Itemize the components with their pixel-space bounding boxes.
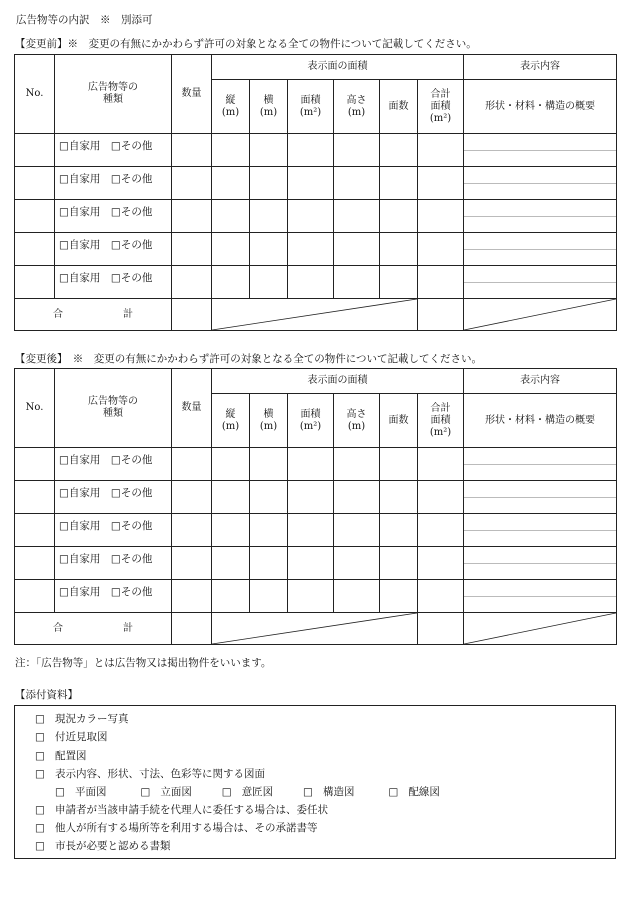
table-row	[15, 266, 617, 299]
attachments-box	[14, 705, 616, 859]
header-area: 面積 (m²)	[288, 394, 334, 448]
content-cell[interactable]	[464, 233, 617, 266]
header-horizontal: 横 (m)	[250, 80, 288, 134]
content-cell[interactable]	[464, 200, 617, 233]
attachment-item[interactable]: □ 他人が所有する場所等を利用する場合は、その承諾書等	[35, 822, 318, 834]
header-faces: 面数	[380, 394, 418, 448]
table-row	[15, 514, 617, 547]
header-faces: 面数	[380, 80, 418, 134]
header-overview: 形状・材料・構造の概要	[464, 394, 617, 448]
header-content: 表示内容	[464, 55, 617, 80]
header-area-group: 表示面の面積	[212, 369, 464, 394]
attachment-item[interactable]: □ 申請者が当該申請手続を代理人に委任する場合は、委任状	[35, 804, 328, 816]
total-row	[15, 299, 617, 331]
total-row	[15, 613, 617, 645]
no-cell[interactable]	[15, 233, 55, 266]
content-cell[interactable]	[464, 580, 617, 613]
header-area-group: 表示面の面積	[212, 55, 464, 80]
attachment-item[interactable]: □ 配置図	[35, 750, 87, 762]
header-horizontal: 横 (m)	[250, 394, 288, 448]
table-row	[15, 233, 617, 266]
diagonal-line	[212, 613, 417, 644]
note-text: 注：「広告物等」とは広告物又は掲出物件をいいます。	[15, 657, 272, 669]
kind-cell[interactable]: □自家用 □その他	[55, 547, 172, 580]
no-cell[interactable]	[15, 547, 55, 580]
kind-cell[interactable]: □自家用 □その他	[55, 448, 172, 481]
kind-cell[interactable]: □自家用 □その他	[55, 233, 172, 266]
kind-cell[interactable]: □自家用 □その他	[55, 580, 172, 613]
checkbox-icon[interactable]: □	[35, 804, 45, 816]
content-cell[interactable]	[464, 266, 617, 299]
header-vertical: 縦 (m)	[212, 394, 250, 448]
attachment-item[interactable]: □ 現況カラー写真	[35, 713, 129, 725]
header-overview: 形状・材料・構造の概要	[464, 80, 617, 134]
drawing-option: 立面図	[160, 786, 192, 798]
attachments-heading: 【添付資料】	[15, 689, 78, 701]
checkbox-icon[interactable]: □	[35, 822, 45, 834]
header-qty: 数量	[172, 369, 212, 448]
header-qty: 数量	[172, 55, 212, 134]
kind-cell[interactable]: □自家用 □その他	[55, 481, 172, 514]
before-heading: 【変更前】※ 変更の有無にかかわらず許可の対象となる全ての物件について記載してください。	[15, 38, 477, 50]
no-cell[interactable]	[15, 514, 55, 547]
total-diagonal-cell	[212, 613, 418, 645]
no-cell[interactable]	[15, 134, 55, 167]
diagonal-line	[464, 613, 616, 644]
header-vertical: 縦 (m)	[212, 80, 250, 134]
no-cell[interactable]	[15, 200, 55, 233]
content-cell[interactable]	[464, 547, 617, 580]
header-height: 高さ (m)	[334, 80, 380, 134]
checkbox-icon[interactable]: □	[35, 840, 45, 852]
content-cell[interactable]	[464, 448, 617, 481]
table-row	[15, 448, 617, 481]
after-heading: 【変更後】 ※ 変更の有無にかかわらず許可の対象となる全ての物件について記載してください。	[15, 353, 483, 365]
total-content-diagonal	[464, 299, 617, 331]
header-total-area: 合計 面積 (m²)	[418, 80, 464, 134]
checkbox-icon[interactable]: □	[388, 786, 399, 798]
drawing-option: 平面図	[75, 786, 107, 798]
drawing-option: 構造図	[323, 786, 355, 798]
checkbox-icon[interactable]: □	[35, 713, 45, 725]
attachment-item[interactable]: □ 付近見取図	[35, 731, 108, 743]
kind-cell[interactable]: □自家用 □その他	[55, 134, 172, 167]
drawing-options	[55, 786, 440, 798]
total-label: 合 計	[15, 299, 172, 331]
kind-cell[interactable]: □自家用 □その他	[55, 266, 172, 299]
total-diagonal-cell	[212, 299, 418, 331]
drawing-option: 意匠図	[241, 786, 274, 798]
no-cell[interactable]	[15, 481, 55, 514]
header-area: 面積 (m²)	[288, 80, 334, 134]
kind-cell[interactable]: □自家用 □その他	[55, 514, 172, 547]
attachment-item[interactable]: □ 市長が必要と認める書類	[35, 840, 171, 852]
content-cell[interactable]	[464, 167, 617, 200]
table-row	[15, 580, 617, 613]
total-qty-cell[interactable]	[172, 613, 212, 645]
header-content: 表示内容	[464, 369, 617, 394]
content-cell[interactable]	[464, 134, 617, 167]
table-row	[15, 167, 617, 200]
after-table	[14, 368, 617, 645]
checkbox-icon[interactable]: □	[35, 731, 45, 743]
before-table	[14, 54, 617, 331]
total-area-cell[interactable]	[418, 613, 464, 645]
kind-cell[interactable]: □自家用 □その他	[55, 200, 172, 233]
attachment-item[interactable]: □ 表示内容、形状、寸法、色彩等に関する図面	[35, 768, 265, 780]
document-title: 広告物等の内訳 ※ 別添可	[16, 14, 153, 26]
checkbox-icon[interactable]: □	[55, 786, 65, 798]
table-row	[15, 134, 617, 167]
header-kind: 広告物等の 種類	[55, 55, 172, 134]
content-cell[interactable]	[464, 514, 617, 547]
table-row	[15, 547, 617, 580]
table-row	[15, 481, 617, 514]
checkbox-icon[interactable]: □	[221, 786, 232, 798]
total-area-cell[interactable]	[418, 299, 464, 331]
total-qty-cell[interactable]	[172, 299, 212, 331]
content-cell[interactable]	[464, 481, 617, 514]
diagonal-line	[212, 299, 417, 330]
no-cell[interactable]	[15, 448, 55, 481]
no-cell[interactable]	[15, 266, 55, 299]
header-no: No.	[15, 55, 55, 134]
checkbox-icon[interactable]: □	[35, 768, 45, 780]
table-row	[15, 200, 617, 233]
total-content-diagonal	[464, 613, 617, 645]
header-no: No.	[15, 369, 55, 448]
kind-cell[interactable]: □自家用 □その他	[55, 167, 172, 200]
total-label: 合 計	[15, 613, 172, 645]
no-cell[interactable]	[15, 167, 55, 200]
no-cell[interactable]	[15, 580, 55, 613]
header-kind: 広告物等の 種類	[55, 369, 172, 448]
diagonal-line	[464, 299, 616, 330]
drawing-option: 配線図	[408, 786, 440, 798]
checkbox-icon[interactable]: □	[35, 750, 45, 762]
header-total-area: 合計 面積 (m²)	[418, 394, 464, 448]
checkbox-icon[interactable]: □	[140, 786, 151, 798]
header-height: 高さ (m)	[334, 394, 380, 448]
checkbox-icon[interactable]: □	[303, 786, 313, 798]
